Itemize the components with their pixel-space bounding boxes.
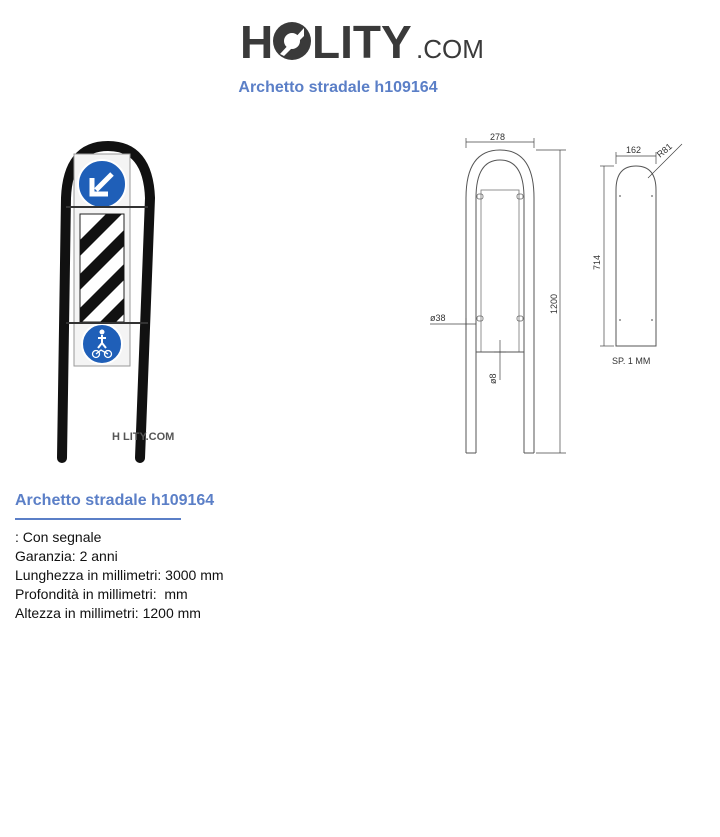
product-photo[interactable] [40, 128, 220, 473]
crossbar-bottom [66, 322, 148, 324]
logo-text-com: .COM [416, 34, 484, 64]
spec-item: Altezza in millimetri: 1200 mm [15, 605, 201, 621]
dim-pipe-label: ø38 [430, 313, 446, 323]
dim-plate-radius-label: R81 [654, 141, 674, 160]
spec-list [15, 528, 224, 623]
logo-letter-h: H [240, 16, 274, 66]
spec-item: Garanzia: 2 anni [15, 548, 118, 564]
page-title: Archetto stradale h109164 [238, 79, 438, 96]
technical-drawing[interactable] [420, 128, 700, 473]
front-view-inner [476, 160, 524, 453]
dim-plate-width-label: 162 [626, 145, 642, 155]
product-title: Archetto stradale h109164 [15, 492, 215, 509]
brackets [477, 194, 523, 321]
logo-o-icon [273, 22, 311, 60]
dim-rod-label: ø8 [488, 373, 498, 384]
photo-watermark: H LITY.COM [112, 431, 175, 443]
dim-plate-height-label: 714 [592, 254, 602, 270]
plate-view [616, 166, 656, 346]
spec-item: Profondità in millimetri: mm [15, 586, 188, 602]
holity-logo[interactable] [240, 14, 490, 66]
dim-height-label: 1200 [549, 293, 559, 314]
thickness-label: SP. 1 MM [612, 356, 651, 366]
pedestrian-bike-sign-icon [82, 324, 122, 364]
plate-holes [619, 195, 653, 321]
dim-plate-height [600, 166, 614, 346]
logo-text-lity: LITY [312, 16, 412, 66]
spec-item: : Con segnale [15, 529, 102, 545]
spec-item: Lunghezza in millimetri: 3000 mm [15, 567, 224, 583]
crossbar-top [66, 206, 148, 208]
front-view-panel [481, 190, 519, 352]
title-underline [15, 518, 181, 520]
arrow-sign-icon [78, 160, 126, 208]
dim-width-label: 278 [490, 132, 506, 142]
